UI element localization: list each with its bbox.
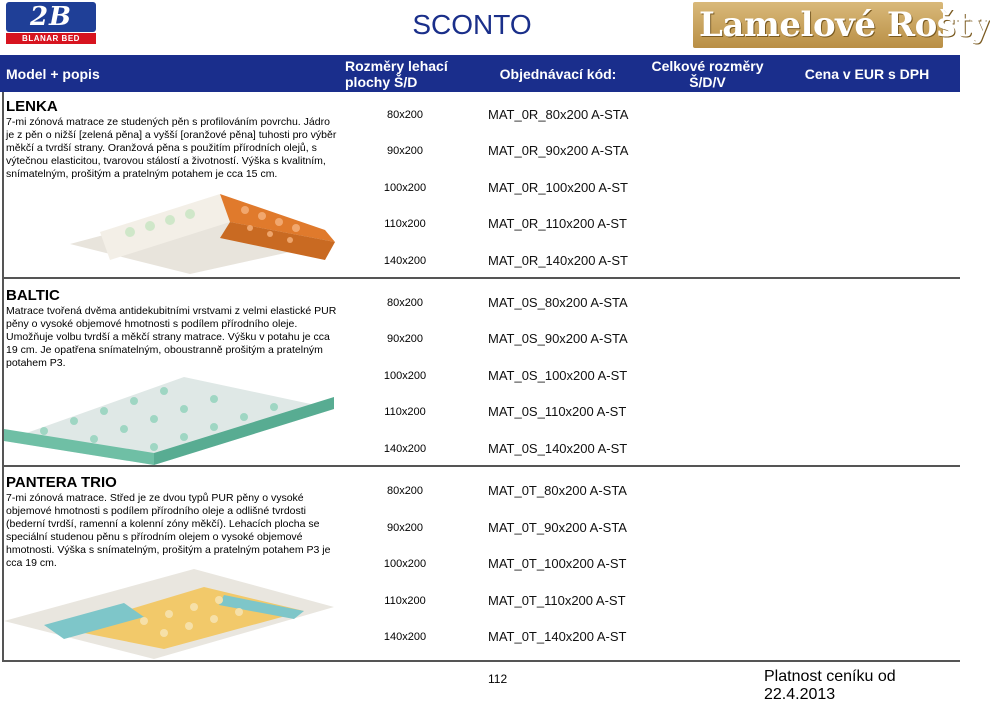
table-row <box>340 243 960 279</box>
order-code: MAT_0R_140x200 A-ST <box>488 253 628 268</box>
size-cell: 90x200 <box>386 522 424 534</box>
product-description: Matrace tvořená dvěma antidekubitními vrstvami z velmi elastické PUR pěny o vysoké objemové hmotnosti s podílem přírodního oleje. Umožňuje volbu tvrdší a měkčí strany matrace. Výšku v potahu je cca 19 cm. Je opatřena snímatelným, oboustranně prošitým a pratelným potahem P3. <box>6 305 337 369</box>
size-cell: 110x200 <box>384 218 426 230</box>
order-code: MAT_0T_100x200 A-ST <box>488 556 627 571</box>
product-name: BALTIC <box>6 287 60 304</box>
order-code: MAT_0T_90x200 A-STA <box>488 520 627 535</box>
table-row <box>340 170 960 206</box>
order-code: MAT_0S_140x200 A-ST <box>488 441 628 456</box>
size-cell: 80x200 <box>386 485 424 497</box>
table-row <box>340 431 960 467</box>
order-code: MAT_0S_100x200 A-ST <box>488 368 628 383</box>
logo-strip: BLANAR BED <box>6 33 96 44</box>
size-cell: 90x200 <box>386 145 424 157</box>
order-code: MAT_0S_80x200 A-STA <box>488 295 628 310</box>
header-size: Rozměry lehací plochy Š/D <box>345 57 448 90</box>
table-row <box>340 285 960 321</box>
logo-lamelove-rosty <box>693 2 990 48</box>
table-row <box>340 546 960 582</box>
table-row <box>340 97 960 133</box>
size-cell: 80x200 <box>386 297 424 309</box>
order-code: MAT_0R_80x200 A-STA <box>488 107 629 122</box>
product-name: LENKA <box>6 98 58 115</box>
table-row <box>340 473 960 509</box>
order-code: MAT_0T_140x200 A-ST <box>488 629 627 644</box>
section-divider <box>2 660 960 662</box>
product-description: 7-mi zónová matrace ze studených pěn s profilováním povrchu. Jádro je z pěn o nižší [zelená pěna] a vyšší [oranžové pěna] tuhosti pro výběr měkčí a tvrdší strany. Oranžová pěna s použitím přírodních olejů, s výtečnou elasticitou, tvarovou stálostí a životností. Výška s kvalitním, snímatelným, prošitým a pratelným potahem je cca 15 cm. <box>6 116 337 180</box>
size-cell: 100x200 <box>383 182 427 194</box>
order-code: MAT_0T_80x200 A-STA <box>488 483 627 498</box>
size-cell: 100x200 <box>383 558 427 570</box>
mattress-lenka-image <box>70 182 335 274</box>
mattress-baltic-image <box>4 369 334 465</box>
table-row <box>340 394 960 430</box>
size-cell: 80x200 <box>386 109 424 121</box>
order-code: MAT_0R_110x200 A-ST <box>488 216 627 231</box>
size-cell: 110x200 <box>384 595 426 607</box>
logo-blanar-bed <box>6 2 96 44</box>
table-header <box>0 55 960 92</box>
header-model: Model + popis <box>6 65 100 82</box>
product-description: 7-mi zónová matrace. Střed je ze dvou typů PUR pěny o vysoké objemové hmotnosti s podílem přírodního oleje a odlišné tvrdosti (bederní tvrdší, ramenní a kolenní zóny měkčí). Lehacích plocha se speciální studenou pěnu s přírodním olejem o vysoké objemové hmotnosti. Výška s snímatelným, prošitým a pratelným potahem P3 je cca 19 cm. <box>6 492 331 569</box>
table-row <box>340 206 960 242</box>
header-dims: Celkové rozměry Š/D/V <box>651 57 764 90</box>
table-row <box>340 133 960 169</box>
order-code: MAT_0S_110x200 A-ST <box>488 404 627 419</box>
order-code: MAT_0R_100x200 A-ST <box>488 180 628 195</box>
order-code: MAT_0S_90x200 A-STA <box>488 331 628 346</box>
size-cell: 100x200 <box>383 370 427 382</box>
table-row <box>340 583 960 619</box>
price-list-validity: Platnost ceníku od 22.4.2013 <box>764 668 896 703</box>
mattress-pantera-image <box>4 559 334 659</box>
logo-mark: 2B <box>6 2 96 32</box>
product-name: PANTERA TRIO <box>6 474 117 491</box>
header-code: Objednávací kód: <box>499 65 617 82</box>
page-title: SCONTO <box>412 9 532 40</box>
size-cell: 110x200 <box>384 406 426 418</box>
order-code: MAT_0R_90x200 A-STA <box>488 143 629 158</box>
table-row <box>340 358 960 394</box>
size-cell: 140x200 <box>383 443 427 455</box>
size-cell: 90x200 <box>386 333 424 345</box>
table-row <box>340 321 960 357</box>
header-price: Cena v EUR s DPH <box>804 65 930 82</box>
size-cell: 140x200 <box>383 255 427 267</box>
size-cell: 140x200 <box>383 631 427 643</box>
order-code: MAT_0T_110x200 A-ST <box>488 593 626 608</box>
table-row <box>340 619 960 655</box>
table-row <box>340 510 960 546</box>
logo-lr-text: Lamelové Rošty <box>699 5 990 45</box>
page-number: 112 <box>488 672 508 686</box>
